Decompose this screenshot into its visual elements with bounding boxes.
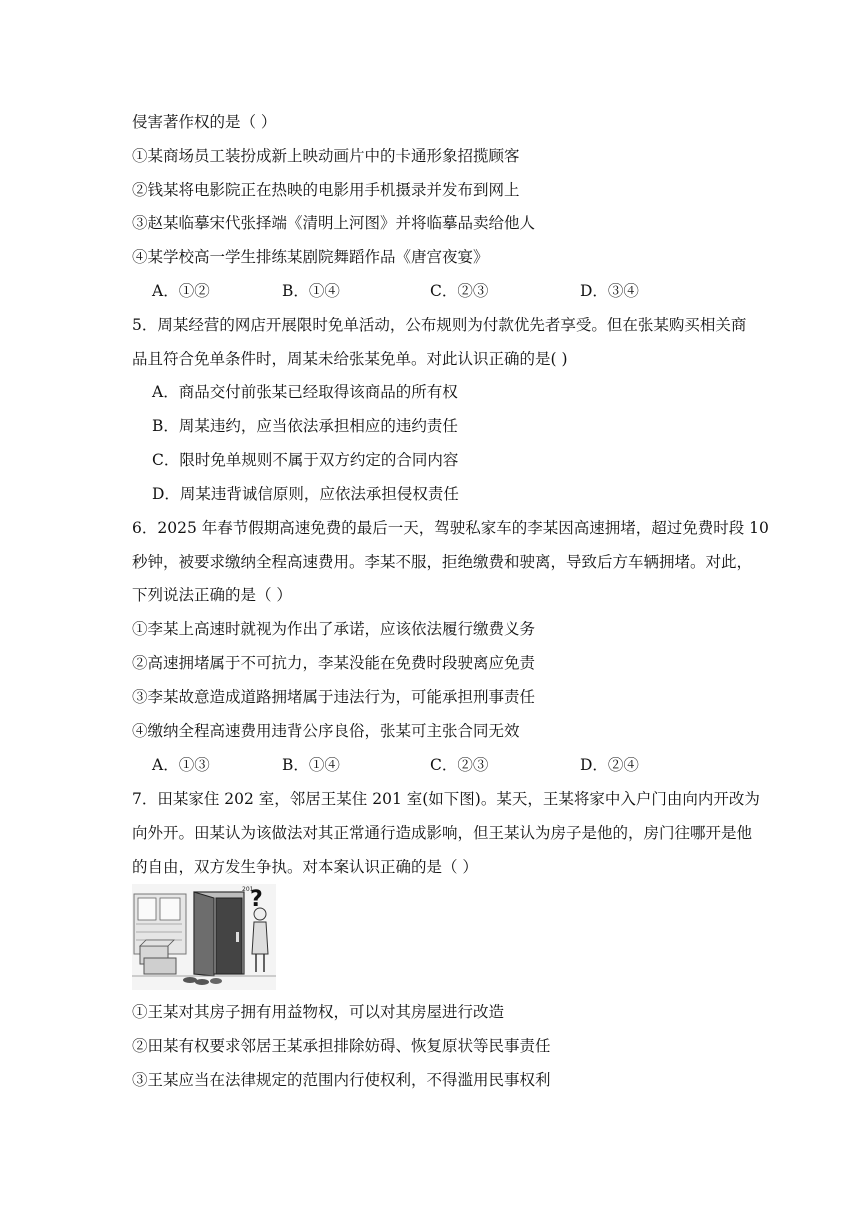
q7-item-2: ②田某有权要求邻居王某承担排除妨碍、恢复原状等民事责任 bbox=[132, 1037, 551, 1055]
q7-item-1: ①王某对其房子拥有用益物权，可以对其房屋进行改造 bbox=[132, 1003, 505, 1021]
q5-option-c: C．限时免单规则不属于双方约定的合同内容 bbox=[152, 451, 459, 469]
q6-item-4: ④缴纳全程高速费用违背公序良俗，张某可主张合同无效 bbox=[132, 722, 520, 740]
q7-stem-line-2: 向外开。田某认为该做法对其正常通行造成影响，但王某认为房子是他的，房门往哪开是他 bbox=[132, 824, 753, 842]
q7-stem-line-3: 的自由，双方发生争执。对本案认识正确的是（ ） bbox=[132, 858, 478, 876]
q6-stem-line-1: 6．2025 年春节假期高速免费的最后一天，驾驶私家车的李某因高速拥堵，超过免费时段 10 bbox=[132, 519, 769, 537]
q6-stem-line-2: 秒钟，被要求缴纳全程高速费用。李某不服，拒绝缴费和驶离，导致后方车辆拥堵。对此， bbox=[132, 553, 753, 571]
q6-item-2: ②高速拥堵属于不可抗力，李某没能在免费时段驶离应免责 bbox=[132, 654, 536, 672]
q6-item-3: ③李某故意造成道路拥堵属于违法行为，可能承担刑事责任 bbox=[132, 688, 536, 706]
q6-option-b: B．①④ bbox=[282, 756, 340, 774]
q4-stem-tail: 侵害著作权的是（ ） bbox=[132, 113, 277, 131]
q6-option-d: D．②④ bbox=[580, 756, 639, 774]
door-illustration bbox=[132, 884, 276, 990]
q4-item-2: ②钱某将电影院正在热映的电影用手机摄录并发布到网上 bbox=[132, 181, 520, 199]
q4-option-a: A．①② bbox=[152, 282, 210, 300]
q4-item-1: ①某商场员工装扮成新上映动画片中的卡通形象招揽顾客 bbox=[132, 147, 520, 165]
q5-option-d: D．周某违背诚信原则，应依法承担侵权责任 bbox=[152, 485, 459, 503]
q5-stem-line-1: 5．周某经营的网店开展限时免单活动，公布规则为付款优先者享受。但在张某购买相关商 bbox=[132, 316, 747, 334]
q5-stem-line-2: 品且符合免单条件时，周某未给张某免单。对此认识正确的是( ) bbox=[132, 350, 568, 368]
q4-item-4: ④某学校高一学生排练某剧院舞蹈作品《唐宫夜宴》 bbox=[132, 248, 489, 266]
question-mark-glyph: ? bbox=[250, 887, 263, 912]
q5-option-a: A．商品交付前张某已经取得该商品的所有权 bbox=[152, 383, 458, 401]
q7-stem-line-1: 7．田某家住 202 室，邻居王某住 201 室(如下图)。某天，王某将家中入户门由向内开改为 bbox=[132, 790, 760, 808]
q5-option-b: B．周某违约，应当依法承担相应的违约责任 bbox=[152, 417, 458, 435]
q4-option-d: D．③④ bbox=[580, 282, 639, 300]
q4-item-3: ③赵某临摹宋代张择端《清明上河图》并将临摹品卖给他人 bbox=[132, 214, 536, 232]
door-number-label: 201 bbox=[242, 886, 254, 893]
q4-option-b: B．①④ bbox=[282, 282, 340, 300]
q6-stem-line-3: 下列说法正确的是（ ） bbox=[132, 586, 292, 604]
q6-option-c: C．②③ bbox=[430, 756, 489, 774]
q6-item-1: ①李某上高速时就视为作出了承诺，应该依法履行缴费义务 bbox=[132, 620, 536, 638]
q6-option-a: A．①③ bbox=[152, 756, 210, 774]
q4-option-c: C．②③ bbox=[430, 282, 489, 300]
q7-item-3: ③王某应当在法律规定的范围内行使权利，不得滥用民事权利 bbox=[132, 1071, 551, 1089]
